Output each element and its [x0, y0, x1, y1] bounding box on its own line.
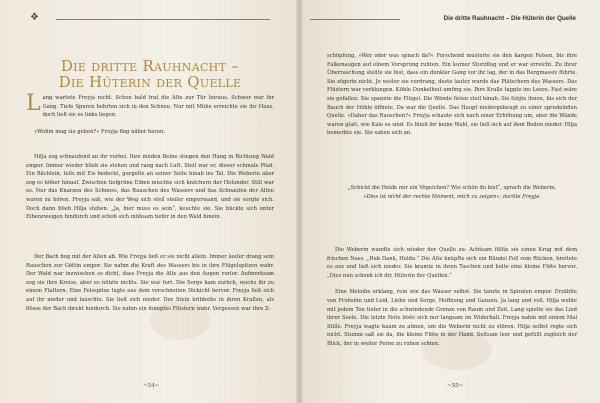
- ornament-icon: ❖: [30, 12, 39, 23]
- right-header: [310, 14, 576, 24]
- paragraph-text: ang wartete Freyja nicht. Schon bald trat die Alte zur Tür heraus. Schwer war ihr Gang. Tiefe Spuren bohrten sich in den Schnee. Nur mit Mühe erreichte sie ihr Haus, doch ließ sie es links liegen.: [42, 95, 274, 119]
- paragraph-text: Eine Melodie erklang, rein wie das Wasser selbst. Sie tanzte in Spiralen empor. Erzählte von Frohsinn und Leid, Liebe und Sorge, Hoffnung und Ganzen. Ja lang und voll. Hilja webte mit jedem Ton tiefer in die schwindende Grenze von Raum und Zeit. Lang spielte sie das Lied ihrer Seele. Die letzte Note löste sich nur langsam im Widerhall. Freyja nahm mit einem Mal Stille. Freyja wagte kaum zu atmen, um die Weberin nicht zu stören. Hilja selbst regte sich nicht. Stumm saß sie da, die kleine Flöte in der Hand. Seltsam leer und gefüllt zugleich der Blick, der in weiter Ferne zu ruhen schien.: [327, 289, 577, 347]
- paragraph-text: »Dies ist nicht der rechte Moment, mich zu zeigen«, dachte Freyja.: [363, 193, 541, 200]
- paragraph-text: »Wohin mag sie gehen?« Freyja flog näher heran.: [34, 128, 165, 135]
- chapter-title-line-1: Die dritte Rauhnacht –: [60, 57, 240, 75]
- header-rule: [56, 19, 270, 20]
- page-number-right: ~55~: [447, 383, 464, 389]
- right-page: [302, 0, 600, 403]
- right-paragraph-3: [327, 246, 577, 349]
- left-header-ornament: [30, 14, 270, 24]
- left-paragraph-1: [26, 91, 274, 136]
- paragraph-text: „Schickt die Holde mir ein Vögelchen? Wie schön du bist“, sprach die Weberin.: [347, 185, 557, 191]
- left-page: [0, 0, 298, 403]
- paragraph-text: Hilja zog schnaufend an ihr vorbei. Ihre müden Beine stiegen den Hang in Richtung Wald empor. Immer wieder blieb sie stehen und rang nach Luft. Steil war er, dieser schmale Pfad. Ein Bächlein, teils mit Eis bedeckt, gurgelte an seiner Seite hinab ins Tal. Die Weberin aber zog es höher hinauf. Zwischen tiefgrüne Eiben mischte sich knöchern der Holunder. Still war es. Nur das Knarzen des Schnees, das Rauschen des Wassers und das Schnaufen der Alten waren zu hören. Freyja sah, wie der Weg sich steil steiler emporwand, und sie sorgte sich. Doch dann blieb Hilja stehen. „Ja, hier muss es sein“, keuchte sie. Sie bückte sich unter Eibenzweigen hindurch und schob sich mühsam tiefer in den Wald hinein.: [26, 154, 274, 221]
- left-paragraph-2: [26, 153, 274, 222]
- left-paragraph-3: [26, 253, 274, 313]
- chapter-title: [30, 58, 270, 90]
- right-paragraph-1: [327, 52, 577, 138]
- header-rule: [310, 19, 400, 20]
- running-title: Die dritte Rauhnacht – Die Hüterin der Quelle: [443, 15, 576, 22]
- paragraph-text: schöpfung. »Wer oder was sprach da?« Forschend musterte sie den kargen Felsen, bis ihre Falkenaugen auf einem Vorsprung ruhten. Ein kurzer Sturzflug und er war erreicht. Zu ihrer Überraschung stellte sie fest, dass ein dunkler Gang vor ihr lag, der in das Bergmassiv führte. Sie zögerte nicht. Je weiter sie vordrang, desto lauter wurde das Plätschern des Wassers. Das Flüstern war verklungen. Kühle Dunkelheit umfing sie. Ihre Kralle tappte ins Leere. Fast wäre sie gefallen. Sie spannte die Flügel. Die Wände fielen steil hinab. Sie folgte ihnen, bis sich der Bauch der Höhle öffnete. Da war die Quelle. Das Haupt niedergebeugt zu einer sprudelnden Quelle. »Daher das Rauschen?« Freyja schaute sich nach einer Erhöhung um, aber die Wände waren glatt, wie Kale es sind. Es blieb ihr keine Wahl, sie ließ sich auf dem Boden nieder. Hilja bemerkte sie. Sie sahen sich an.: [327, 53, 577, 137]
- drop-cap: L: [26, 91, 41, 116]
- chapter-title-line-2: Die Hüterin der Quelle: [58, 73, 242, 91]
- paragraph-text: Die Weberin wandte sich wieder der Quelle zu. Achtsam füllte sie einen Krug mit dem frischen Nass. „Hab Dank, Hulda.“ Die Alte knüpfte sich ein Bündel Fell vom Rücken, breitete es aus und ließ sich nieder. Sie kramte in ihren Taschen und holte eine kleine Flöte hervor. „Dies nun schenk ich dir, Hüterin der Quellen.“: [327, 247, 577, 279]
- right-dialogue: [327, 184, 577, 201]
- page-number-left: ~54~: [143, 383, 160, 389]
- paragraph-text: Der Bach bog mit der Alten ab. Wie Freyja ließ er sie nicht allein. Immer lauter drang sein Rauschen zur Göttin empor. Sie nahm die Kraft des Wassers bis in ihre Flügelspitzen wahr. Der Wald war inzwischen so dicht, dass Freyja die Alte aus den Augen verlor. Aufmerksam zog sie ihre Kreise, aber es nützte nichts. Sie war fort. Die Sorge kam zurück, wuchs ihr zu einem Flattern. Eine Felsspitze lugte aus dem verschneiten Dickicht hervor. Freyja ließ sich auf ihr nieder und lauschte. Sie ließ sich nieder. Der Stein kribbelte in ihren Krallen, als flösse der Bach direkt hindurch. Sie nahm ein dumpfes Flüstern wahr. Vergessen war ihre Z-: [26, 254, 274, 312]
